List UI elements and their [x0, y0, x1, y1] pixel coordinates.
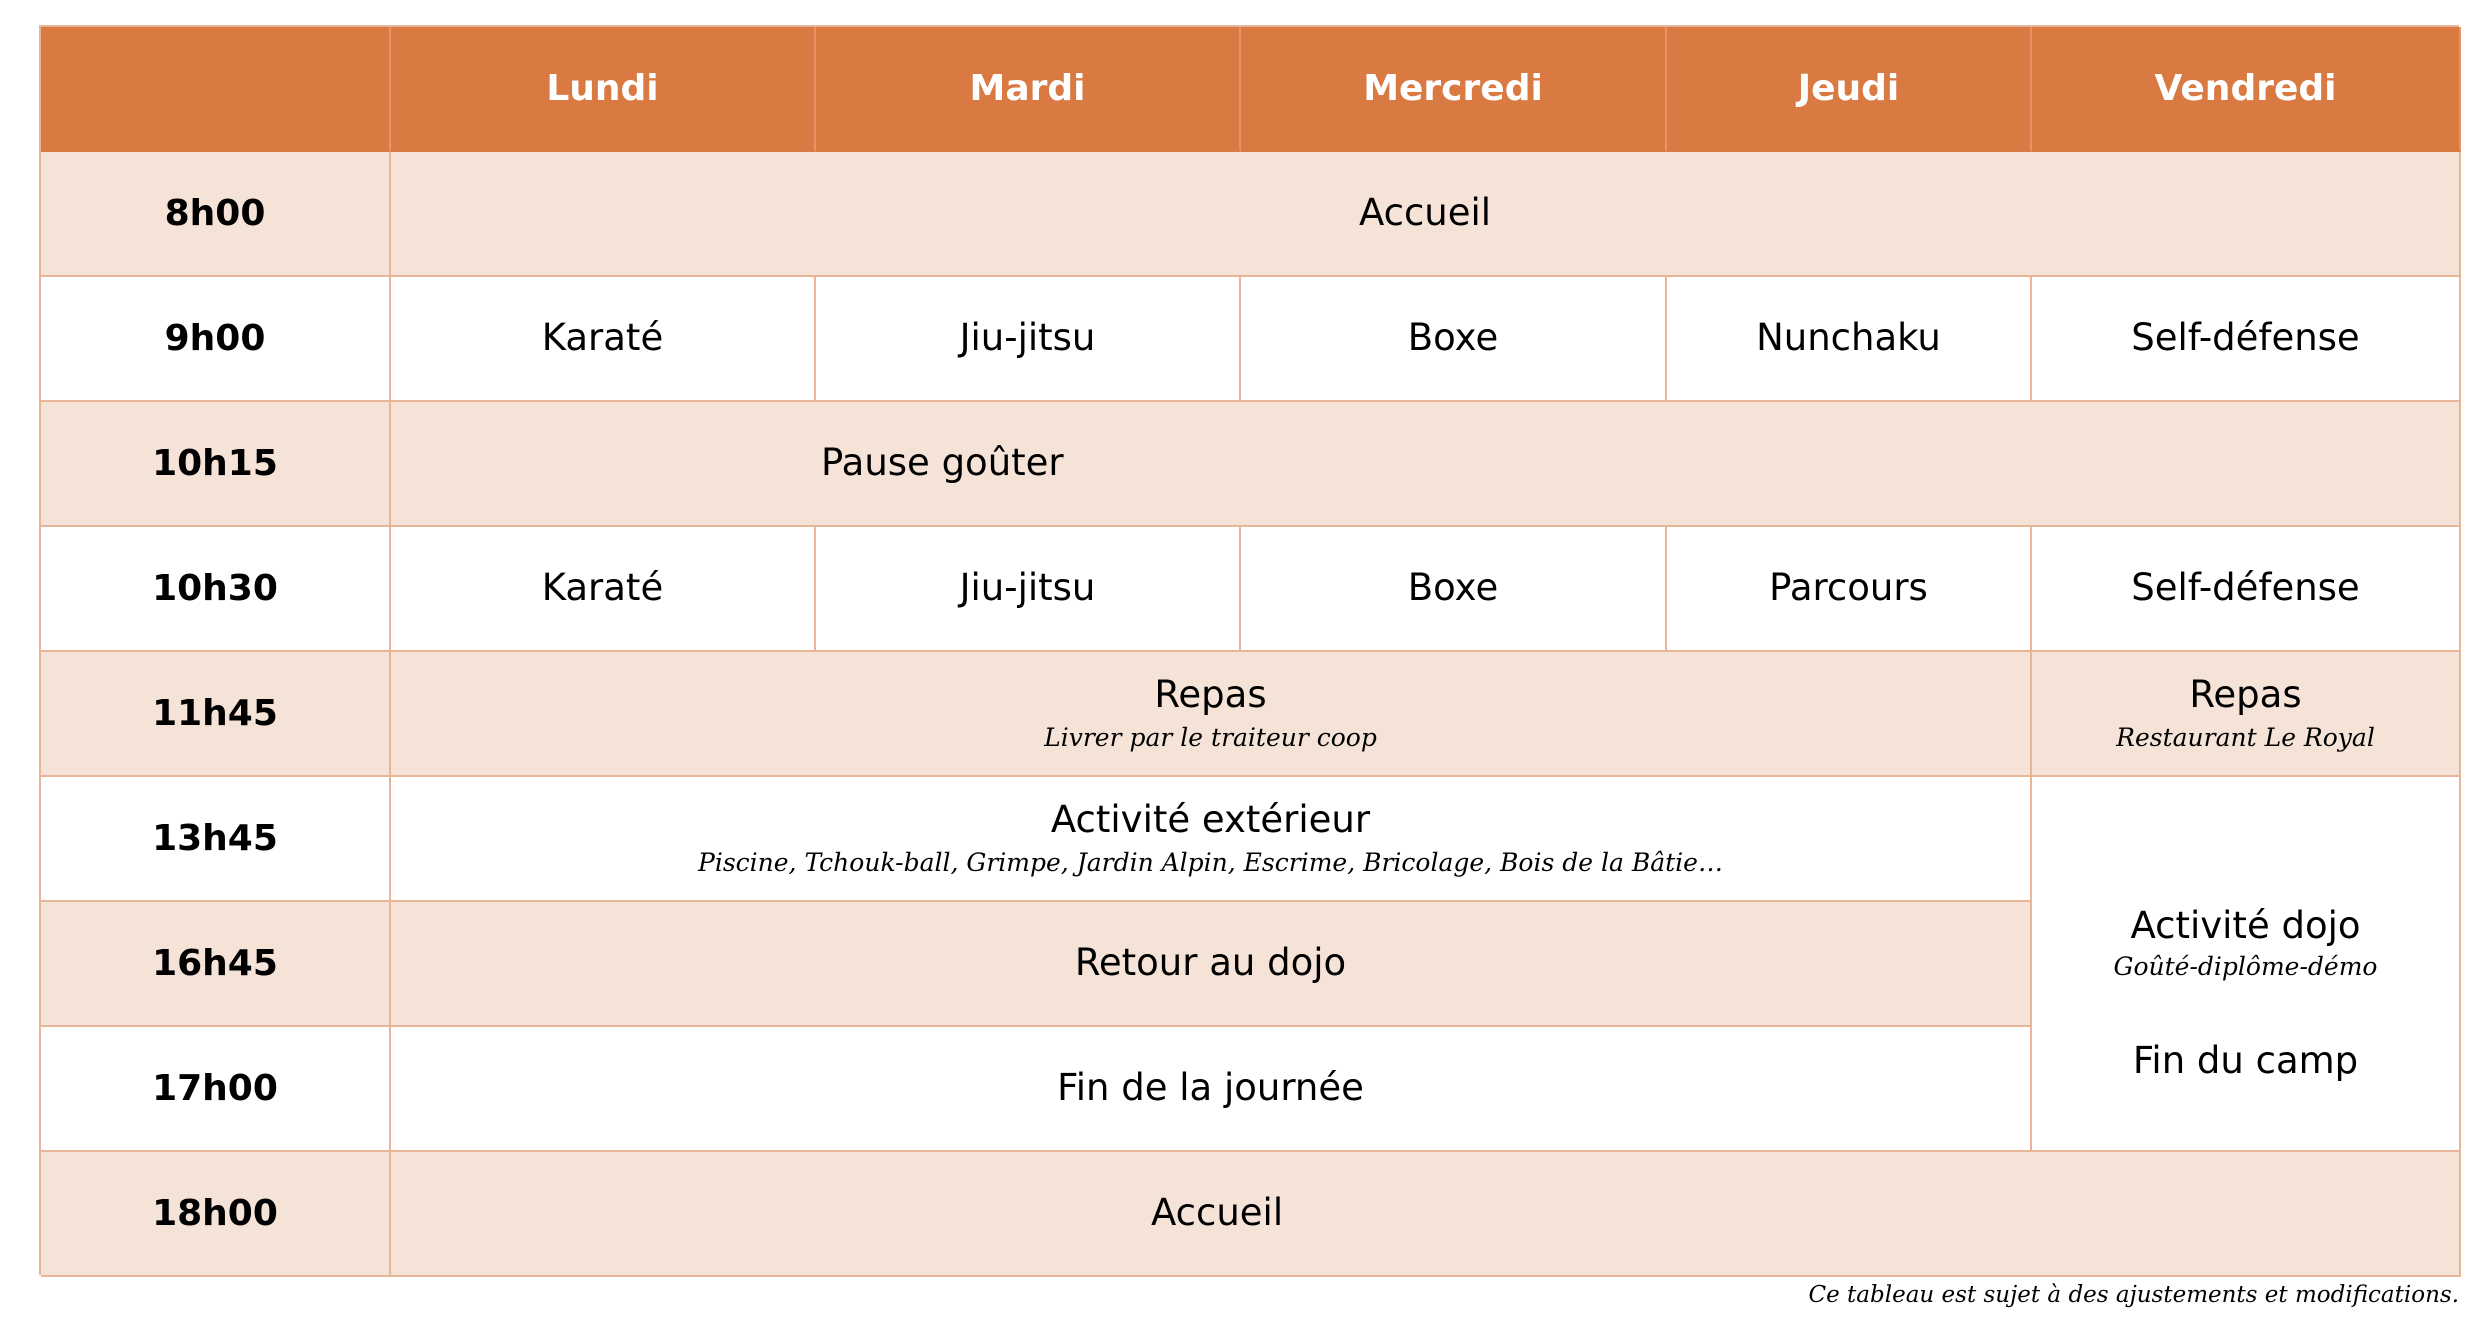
slot-9h00-friday: Self-défense — [2032, 277, 2461, 402]
slot-8h00-all — [391, 152, 2461, 277]
slot-subtitle: Restaurant Le Royal — [2116, 723, 2375, 753]
slot-10h30-friday: Self-défense — [2032, 527, 2461, 652]
time-10h15: 10h15 — [41, 402, 391, 527]
header-day-wednesday: Mercredi — [1241, 27, 1667, 152]
slot-9h00-thursday: Nunchaku — [1667, 277, 2032, 402]
slot-friday-afternoon — [2032, 777, 2461, 1152]
header-corner — [41, 27, 391, 152]
slot-subtitle: Piscine, Tchouk-ball, Grimpe, Jardin Alpin, Escrime, Bricolage, Bois de la Bâtie… — [698, 848, 1723, 878]
slot-subtitle: Goûté-diplôme-démo — [2113, 952, 2378, 982]
slot-title: Repas — [2189, 672, 2302, 716]
slot-10h30-monday: Karaté — [391, 527, 816, 652]
header-day-monday: Lundi — [391, 27, 816, 152]
slot-title: Activité dojo — [2130, 903, 2361, 947]
slot-9h00-tuesday: Jiu-jitsu — [816, 277, 1241, 402]
schedule-table — [39, 25, 2459, 1275]
time-17h00: 17h00 — [41, 1027, 391, 1152]
slot-label: Pause goûter — [821, 441, 1064, 485]
header-day-friday: Vendredi — [2032, 27, 2461, 152]
slot-10h30-wednesday: Boxe — [1241, 527, 1667, 652]
time-10h30: 10h30 — [41, 527, 391, 652]
slot-11h45-friday — [2032, 652, 2461, 777]
slot-9h00-monday: Karaté — [391, 277, 816, 402]
slot-16h45-mon-thu: Retour au dojo — [391, 902, 2032, 1027]
slot-11h45-mon-thu — [391, 652, 2032, 777]
time-13h45: 13h45 — [41, 777, 391, 902]
header-day-tuesday: Mardi — [816, 27, 1241, 152]
footnote: Ce tableau est sujet à des ajustements et modifications. — [1808, 1282, 2459, 1308]
slot-9h00-wednesday: Boxe — [1241, 277, 1667, 402]
slot-17h00-mon-thu: Fin de la journée — [391, 1027, 2032, 1152]
slot-10h30-tuesday: Jiu-jitsu — [816, 527, 1241, 652]
time-8h00: 8h00 — [41, 152, 391, 277]
time-18h00: 18h00 — [41, 1152, 391, 1277]
time-11h45: 11h45 — [41, 652, 391, 777]
slot-label: Accueil — [1151, 1191, 1284, 1235]
slot-10h15-all — [391, 402, 2461, 527]
slot-13h45-mon-thu — [391, 777, 2032, 902]
slot-title: Activité extérieur — [1050, 797, 1371, 841]
slot-title: Repas — [1154, 672, 1267, 716]
slot-end-label: Fin du camp — [2132, 1038, 2359, 1082]
header-day-thursday: Jeudi — [1667, 27, 2032, 152]
time-9h00: 9h00 — [41, 277, 391, 402]
slot-label: Accueil — [1358, 191, 1492, 235]
time-16h45: 16h45 — [41, 902, 391, 1027]
slot-18h00-all — [391, 1152, 2461, 1277]
slot-10h30-thursday: Parcours — [1667, 527, 2032, 652]
slot-subtitle: Livrer par le traiteur coop — [1044, 723, 1377, 753]
